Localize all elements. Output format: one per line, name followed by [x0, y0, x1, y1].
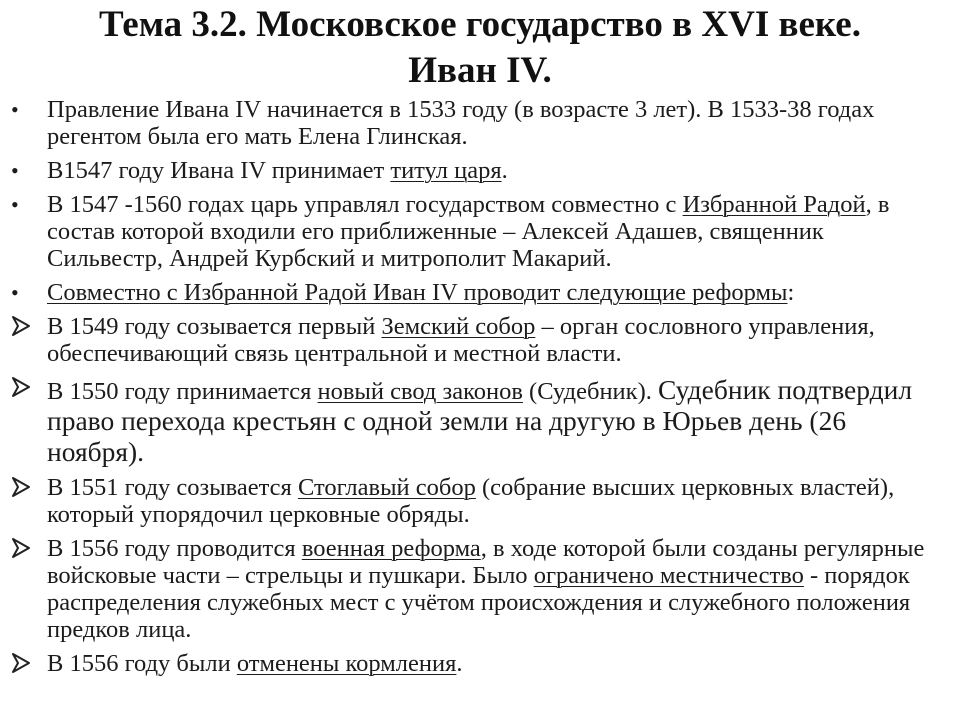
list-item	[0, 535, 960, 643]
term-link: титул царя	[390, 157, 502, 184]
term-link: военная реформа	[301, 535, 481, 562]
item-text-large: Судебник подтвердил право перехода крестьян с одной земли на другую в Юрьев день (26 ноября).	[47, 374, 913, 467]
item-text: В 1550 году принимается	[47, 378, 318, 405]
slide-title	[0, 2, 960, 94]
item-text: .	[501, 157, 508, 184]
item-text: .	[456, 650, 463, 677]
title-line-2: Иван IV.	[408, 50, 552, 91]
bullet-icon: •	[11, 192, 19, 217]
arrow-bullet-icon	[9, 475, 35, 501]
item-text: (собрание высших церковных властей), который упорядочил церковные обряды.	[47, 474, 895, 528]
item-text: В 1547 -1560 годах царь управлял государством совместно с	[47, 191, 683, 218]
term-link: Земский собор	[381, 313, 536, 340]
item-text: (Судебник).	[522, 378, 658, 405]
item-text: В 1556 году проводится	[47, 535, 302, 562]
item-text: - порядок распределения служебных мест с учётом происхождения и служебного положения предков лица.	[47, 562, 911, 643]
title-line-1: Тема 3.2. Московское государство в XVI веке.	[99, 4, 861, 45]
arrow-bullet-icon	[9, 314, 35, 340]
item-text: В1547 году Ивана IV принимает	[47, 157, 391, 184]
term-link: новый свод законов	[317, 378, 523, 405]
bullet-list	[0, 96, 960, 684]
term-link: ограничено местничество	[533, 562, 804, 589]
item-text: , в ходе которой были созданы регулярные войсковые части – стрельцы и пушкари. Было	[47, 535, 925, 589]
item-text: :	[787, 279, 795, 306]
bullet-icon: •	[11, 158, 19, 183]
list-item	[0, 279, 960, 306]
list-item	[0, 191, 960, 272]
list-item	[0, 313, 960, 367]
item-text: Правление Ивана IV начинается в 1533 году (в возрасте 3 лет). В 1533-38 годах регентом была его мать Елена Глинская.	[47, 96, 875, 150]
list-item	[0, 650, 960, 677]
term-link: Совместно с Избранной Радой Иван IV проводит следующие реформы	[47, 279, 788, 306]
item-text: , в состав которой входили его приближенные – Алексей Адашев, священник Сильвестр, Андрей Курбский и митрополит Макарий.	[47, 191, 890, 272]
arrow-bullet-icon	[9, 375, 35, 401]
bullet-icon: •	[11, 97, 19, 122]
term-link: отменены кормления	[236, 650, 457, 677]
arrow-bullet-icon	[9, 536, 35, 562]
list-item	[0, 474, 960, 528]
list-item	[0, 157, 960, 184]
item-text: В 1556 году были	[47, 650, 237, 677]
list-item	[0, 374, 960, 467]
list-item	[0, 96, 960, 150]
term-link: Стоглавый собор	[297, 474, 476, 501]
term-link: Избранной Радой	[682, 191, 866, 218]
bullet-icon: •	[11, 280, 19, 305]
item-text: – орган сословного управления, обеспечивающий связь центральной и местной власти.	[47, 313, 875, 367]
arrow-bullet-icon	[9, 651, 35, 677]
item-text: В 1551 году созывается	[47, 474, 298, 501]
item-text: В 1549 году созывается первый	[47, 313, 382, 340]
